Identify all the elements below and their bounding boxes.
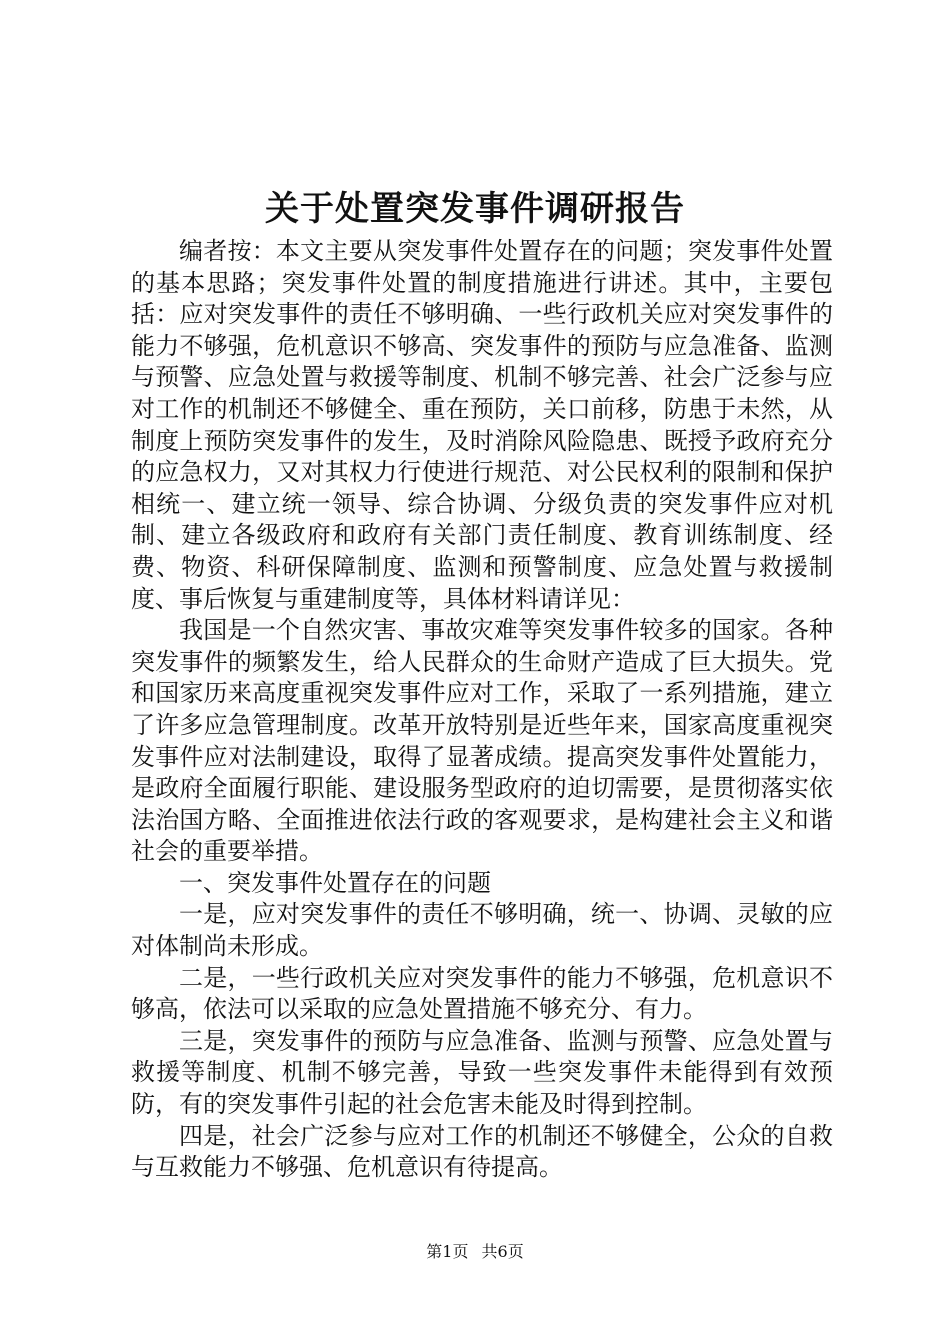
document-body <box>131 236 833 1184</box>
document-title: 关于处置突发事件调研报告 <box>265 189 685 229</box>
problem-item-3: 三是，突发事件的预防与应急准备、监测与预警、应急处置与救援等制度、机制不够完善，导致一些突发事件未能得到有效预防，有的突发事件引起的社会危害未能及时得到控制。 <box>131 1026 833 1119</box>
problem-item-1: 一是，应对突发事件的责任不够明确，统一、协调、灵敏的应对体制尚未形成。 <box>131 900 833 961</box>
page-number: 第1页 <box>426 1242 469 1261</box>
problem-item-4: 四是，社会广泛参与应对工作的机制还不够健全，公众的自救与互救能力不够强、危机意识有待提高。 <box>131 1121 833 1182</box>
problem-item-2: 二是，一些行政机关应对突发事件的能力不够强，危机意识不够高，依法可以采取的应急处置措施不够充分、有力。 <box>131 963 833 1024</box>
section-heading: 一、突发事件处置存在的问题 <box>179 868 491 897</box>
editor-note-paragraph: 编者按：本文主要从突发事件处置存在的问题；突发事件处置的基本思路；突发事件处置的制度措施进行讲述。其中，主要包括：应对突发事件的责任不够明确、一些行政机关应对突发事件的能力不够强，危机意识不够高、突发事件的预防与应急准备、监测与预警、应急处置与救援等制度、机制不够完善、社会广泛参与应对工作的机制还不够健全、重在预防，关口前移，防患于未然，从制度上预防突发事件的发生，及时消除风险隐患、既授予政府充分的应急权力，又对其权力行使进行规范、对公民权利的限制和保护相统一、建立统一领导、综合协调、分级负责的突发事件应对机制、建立各级政府和政府有关部门责任制度、教育训练制度、经费、物资、科研保障制度、监测和预警制度、应急处置与救援制度、事后恢复与重建制度等，具体材料请详见： <box>131 237 833 613</box>
page-total: 共6页 <box>481 1242 524 1261</box>
intro-paragraph: 我国是一个自然灾害、事故灾难等突发事件较多的国家。各种突发事件的频繁发生，给人民群众的生命财产造成了巨大损失。党和国家历来高度重视突发事件应对工作，采取了一系列措施，建立了许多应急管理制度。改革开放特别是近些年来，国家高度重视突发事件应对法制建设，取得了显著成绩。提高突发事件处置能力，是政府全面履行职能、建设服务型政府的迫切需要，是贯彻落实依法治国方略、全面推进依法行政的客观要求，是构建社会主义和谐社会的重要举措。 <box>131 616 833 866</box>
page-footer <box>0 1240 950 1264</box>
